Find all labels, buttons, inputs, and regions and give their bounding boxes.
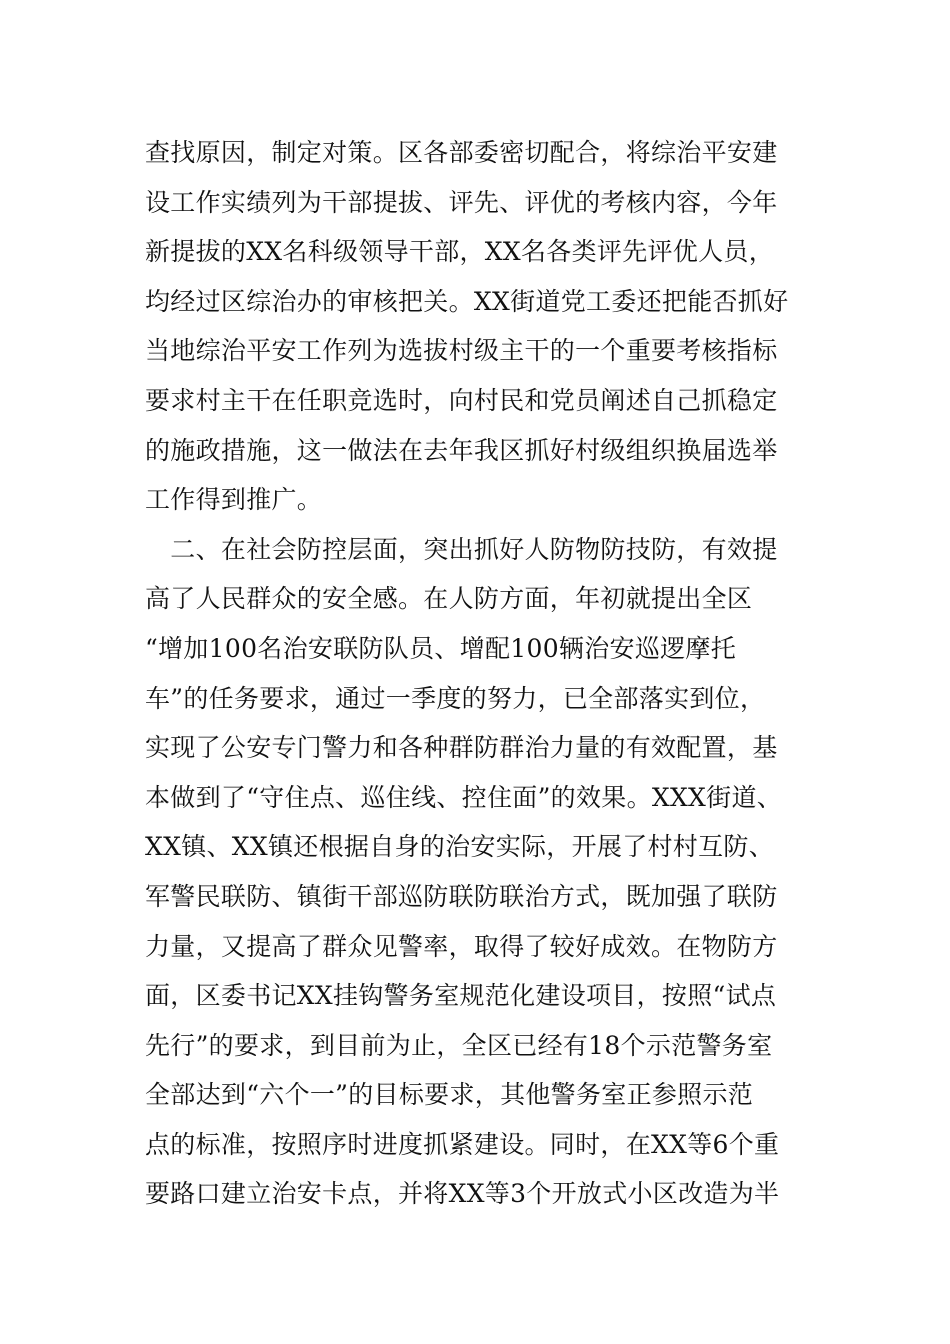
text-line: 车”的任务要求，通过一季度的努力，已全部落实到位，: [145, 683, 766, 713]
text-line: 查找原因，制定对策。区各部委密切配合，将综治平安建: [145, 138, 778, 167]
text-line: 要求村主干在任职竞选时，向村民和党员阐述自己抓稳定: [145, 385, 778, 415]
text-line: 力量，又提高了群众见警率，取得了较好成效。在物防方: [145, 931, 778, 961]
text-line: 设工作实绩列为干部提拔、评先、评优的考核内容，今年: [145, 187, 778, 217]
text-line: 当地综治平安工作列为选拔村级主干的一个重要考核指标: [145, 336, 778, 366]
text-line: 面，区委书记XX挂钩警务室规范化建设项目，按照“试点: [145, 981, 777, 1011]
text-line: XX镇、XX镇还根据自身的治安实际，开展了村村互防、: [145, 832, 774, 862]
text-line: 高了人民群众的安全感。在人防方面，年初就提出全区: [145, 584, 753, 614]
text-line: 实现了公安专门警力和各种群防群治力量的有效配置，基: [145, 733, 778, 763]
text-line: 本做到了“守住点、巡住线、控住面”的效果。XXX街道、: [145, 782, 783, 812]
text-line: 二、在社会防控层面，突出抓好人防物防技防，有效提: [145, 534, 778, 564]
text-line: 先行”的要求，到目前为止，全区已经有18个示范警务室: [145, 1030, 773, 1060]
text-line: 的施政措施，这一做法在去年我区抓好村级组织换届选举: [145, 435, 778, 465]
text-line: 工作得到推广。: [145, 485, 323, 515]
text-line: 要路口建立治安卡点，并将XX等3个开放式小区改造为半: [145, 1179, 780, 1209]
text-line: 军警民联防、镇街干部巡防联防联治方式，既加强了联防: [145, 881, 778, 911]
text-line: 全部达到“六个一”的目标要求，其他警务室正参照示范: [145, 1080, 754, 1110]
body-text: [145, 128, 845, 1219]
text-line: 均经过区综治办的审核把关。XX街道党工委还把能否抓好: [145, 286, 789, 316]
text-line: “增加100名治安联防队员、增配100辆治安巡逻摩托: [145, 633, 737, 663]
text-line: 新提拔的XX名科级领导干部，XX名各类评先评优人员，: [145, 237, 774, 267]
text-line: 点的标准，按照序时进度抓紧建设。同时，在XX等6个重: [145, 1129, 780, 1159]
